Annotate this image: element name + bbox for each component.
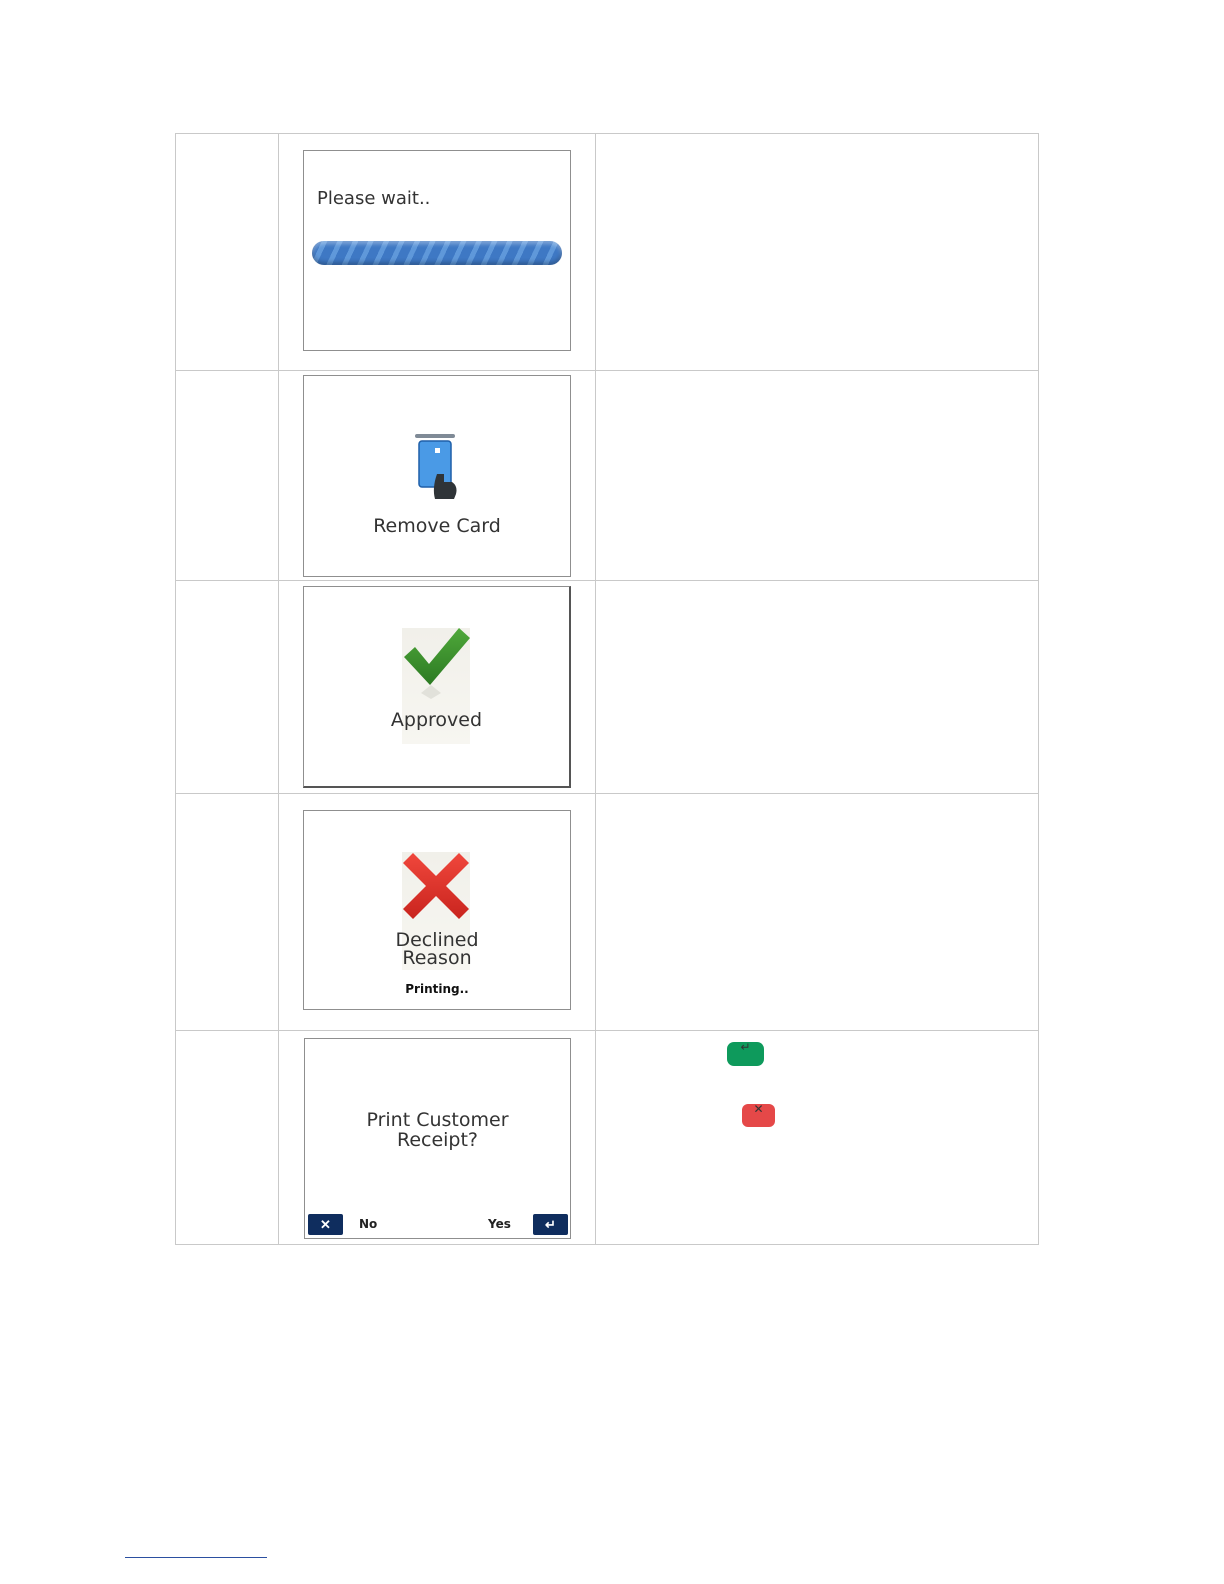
red-cancel-key	[742, 1104, 775, 1127]
decline-reason-text: Reason	[402, 947, 472, 969]
terminal-screen-approved	[303, 586, 571, 788]
table-row	[176, 370, 1038, 580]
yes-label: Yes	[488, 1217, 511, 1231]
row-label-cell	[176, 371, 279, 580]
document-table	[175, 133, 1039, 1245]
row-label-cell	[176, 134, 279, 370]
description-cell	[595, 1031, 1038, 1244]
terminal-screen-please-wait	[303, 150, 571, 351]
enter-icon: ↵	[545, 1217, 556, 1232]
printing-status-text: Printing..	[405, 982, 469, 996]
description-cell	[595, 794, 1038, 1030]
row-label-cell	[176, 1031, 279, 1244]
please-wait-text: Please wait..	[317, 188, 431, 209]
remove-card-icon	[408, 430, 468, 505]
receipt-question-text: Receipt?	[396, 1129, 479, 1151]
yes-softkey[interactable]	[533, 1214, 568, 1235]
no-label: No	[359, 1217, 378, 1231]
table-row	[176, 580, 1038, 793]
description-cell	[595, 134, 1038, 370]
terminal-screen-declined	[303, 810, 571, 1010]
enter-icon: ↵	[740, 1040, 751, 1054]
terminal-screen-print-receipt	[304, 1038, 571, 1239]
print-receipt-text: Print Customer	[366, 1109, 509, 1131]
description-cell	[595, 371, 1038, 580]
close-icon: ✕	[753, 1102, 764, 1116]
table-row	[176, 793, 1038, 1030]
declined-text: Declined	[395, 929, 479, 951]
table-row	[176, 1030, 1038, 1244]
terminal-screen-remove-card	[303, 375, 571, 577]
green-enter-key	[727, 1042, 764, 1066]
description-cell	[595, 581, 1038, 793]
no-softkey[interactable]	[308, 1214, 343, 1235]
row-label-cell	[176, 794, 279, 1030]
cross-icon	[401, 851, 471, 923]
remove-card-text: Remove Card	[373, 515, 501, 537]
close-icon: ✕	[320, 1217, 331, 1232]
row-label-cell	[176, 581, 279, 793]
table-row	[176, 134, 1038, 370]
approved-text: Approved	[390, 709, 483, 731]
footnote-separator	[125, 1557, 267, 1558]
progress-bar	[312, 241, 562, 265]
checkmark-icon	[401, 625, 471, 705]
